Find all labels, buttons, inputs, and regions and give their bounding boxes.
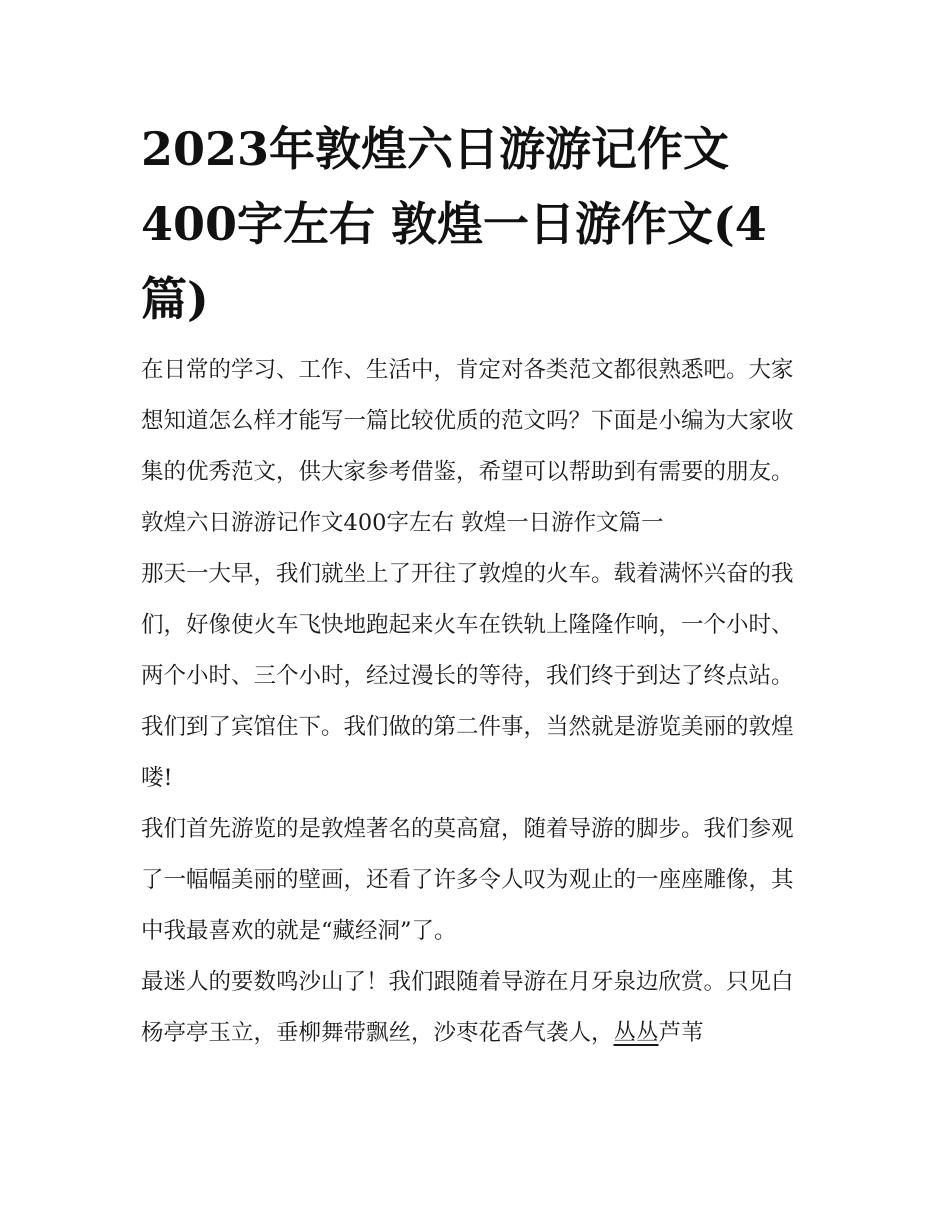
document-content bbox=[141, 112, 813, 1059]
document-title: 2023年敦煌六日游游记作文400字左右 敦煌一日游作文(4篇) bbox=[141, 122, 767, 326]
underlined-word: 丛丛 bbox=[613, 1020, 659, 1046]
body-paragraph-mogao: 我们首先游览的是敦煌著名的莫高窟，随着导游的脚步。我们参观了一幅幅美丽的壁画，还看了许多令人叹为观止的一座座雕像，其中我最喜欢的就是“藏经洞”了。 bbox=[141, 816, 794, 944]
body-paragraph-mingsha bbox=[141, 957, 813, 1059]
section-heading: 敦煌六日游游记作文400字左右 敦煌一日游作文篇一 bbox=[141, 510, 664, 536]
body-paragraph-train: 那天一大早，我们就坐上了开往了敦煌的火车。载着满怀兴奋的我们，好像使火车飞快地跑起来火车在铁轨上隆隆作响，一个小时、两个小时、三个小时，经过漫长的等待，我们终于到达了终点站。我们到了宾馆住下。我们做的第二件事，当然就是游览美丽的敦煌喽! bbox=[141, 561, 794, 791]
mingsha-text-start: 最迷人的要数鸣沙山了！我们跟随着导游在月牙泉边欣赏。只见白杨亭亭玉立，垂柳舞带飘丝，沙枣花香气袭人， bbox=[141, 969, 794, 1046]
document-body bbox=[141, 345, 813, 1059]
intro-paragraph: 在日常的学习、工作、生活中，肯定对各类范文都很熟悉吧。大家想知道怎么样才能写一篇比较优质的范文吗？下面是小编为大家收集的优秀范文，供大家参考借鉴，希望可以帮助到有需要的朋友。 bbox=[141, 357, 794, 485]
mingsha-text-end: 芦苇 bbox=[658, 1020, 704, 1046]
